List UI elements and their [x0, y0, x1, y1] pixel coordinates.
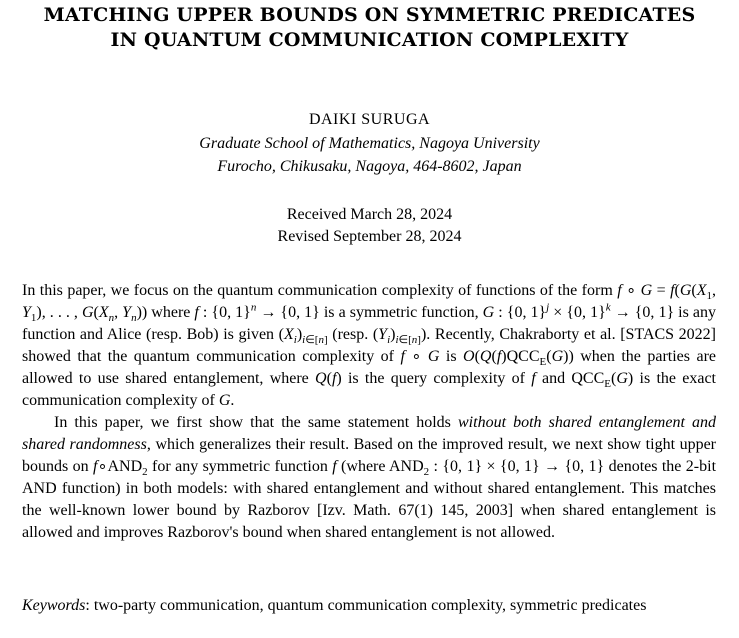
abstract-text: In this paper, we first show that the same statement holds	[54, 414, 458, 431]
keywords-text: : two-party communication, quantum communication complexity, symmetric predicates	[85, 597, 647, 614]
abstract-text: In this paper, we focus on the quantum communication complexity of functions of the form	[22, 282, 618, 299]
abstract-text: is a symmetric function,	[319, 304, 483, 321]
abstract-paragraph-1: In this paper, we focus on the quantum communication complexity of functions of the form f ∘ $G = f(G(X_1$, $Y_1$), . . . , $G(X_n$, $Y_n$)) where f : {0, 1}$^n$ → {0, 1} is a symmetric function, G : {0, 1}$^j$ × {0, 1}$^k$ → {0, 1} is any function and Alice (resp. Bob) is given $(X_i)_{i\in[n]}$ (resp. $(Y_i)_{i\in[n]}$). Recently, Chakraborty et al. [STACS 2022] showed that the quantum communication complexity of f ∘ G is $O(Q(f)QCC_E(G))$ when the parties are allowed to use shared entanglement, where Q(f) is the query complexity of f and $QCC_E(G)$ is the exact communication complexity of G.	[22, 282, 717, 409]
abstract-text: when the parties are allowed to use shared entanglement, where	[22, 348, 717, 387]
affiliation-line-1: Graduate School of Mathematics, Nagoya University	[199, 135, 540, 152]
author-name: DAIKI SURUGA	[308, 111, 431, 128]
abstract-text: is the exact communication complexity of	[22, 370, 716, 409]
paper-title-line-2: IN QUANTUM COMMUNICATION COMPLEXITY	[110, 29, 629, 51]
abstract-emphasis: without both shared entanglement and shared randomness	[22, 414, 716, 453]
keywords-label: Keywords	[22, 597, 86, 614]
abstract-text: , which generalizes their result. Based on the improved result, we next show tight upper bounds on	[22, 436, 717, 475]
abstract-text: is the query complexity of	[341, 370, 532, 387]
abstract-paragraph-2: In this paper, we first show that the same statement holds without both shared entanglement and shared randomness, which generalizes their result. Based on the improved result, we next show tight upper bounds on $f\circ AND_2$ for any symmetric function f (where $AND_2$ : {0, 1} × {0, 1} → {0, 1} denotes the 2-bit AND function) in both models: with shared entanglement and without shared entanglement. This matches the well-known lower bound by Razborov [Izv. Math. 67(1) 145, 2003] when shared entanglement is allowed and improves Razborov's bound when shared entanglement is not allowed.	[22, 414, 717, 541]
revised-date: Revised September 28, 2024	[277, 228, 462, 245]
abstract-text: for any symmetric function	[147, 458, 333, 475]
abstract-text: where	[151, 304, 195, 321]
paper-title-line-1: MATCHING UPPER BOUNDS ON SYMMETRIC PREDICATES	[43, 4, 696, 26]
abstract-text: (where	[336, 458, 389, 475]
abstract-text: denotes the 2-bit AND function) in both models: with shared entanglement and without shared entanglement. This matches the well-known lower bound by Razborov [Izv. Math. 67(1) 145, 2003] when shared entanglement is allowed and improves Razborov's bound when shared entanglement is not allowed.	[22, 458, 717, 541]
abstract-text: Recently, Chakraborty et al. [STACS 2022] showed that the quantum communication complexity of	[22, 326, 717, 365]
keywords	[22, 595, 716, 617]
abstract-text: is any function and Alice (resp. Bob) is given	[22, 304, 717, 343]
received-date: Received March 28, 2024	[286, 206, 453, 223]
affiliation-line-2: Furocho, Chikusaku, Nagoya, 464-8602, Japan	[217, 158, 522, 175]
formula-composition: f	[617, 282, 622, 299]
abstract	[22, 280, 716, 544]
abstract-text: and	[535, 370, 572, 387]
